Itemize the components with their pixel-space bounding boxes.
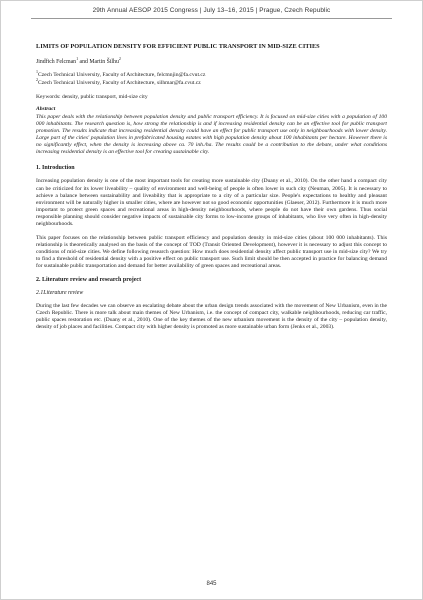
affiliation-1 xyxy=(36,69,387,79)
section-1-heading: 1. Introduction xyxy=(36,165,75,172)
affiliation-1-marker: 1 xyxy=(36,69,38,75)
affiliation-1-text: Czech Technical University, Faculty of Architecture, felcmnjin@fa.cvut.cz xyxy=(38,72,206,79)
section-1-paragraph-1: Increasing population density is one of the most important tools for creating more sustainable city (Duany et al., 2010). On the other hand a compact city can be criticized for its lower liveability – quality of environment and well-being of people is often lower in such city (Neuman, 2005). It is necessary to achieve a balance between sustainability and liveability that is appropriate to a city of a particular size. People's expectations to healthy and pleasant environment will be naturally higher in smaller cities, where are however not so good economic opportunities (Glaeser, 2012). Furthermore it is much more important to protect green spaces and recreational areas in high-density neighbourhoods, where people do not have their own gardens. Thus social responsible planning should consider negative impacts of sustainable city forms to low-income groups of inhabitants, who live very often in high-density neighbourhoods. xyxy=(36,178,387,227)
author-2: Martin Šilhu xyxy=(89,59,119,66)
paper-title: LIMITS OF POPULATION DENSITY FOR EFFICIENT PUBLIC TRANSPORT IN MID-SIZE CITIES xyxy=(36,43,320,50)
author-connector: and xyxy=(78,59,90,66)
author-1-marker: 1 xyxy=(76,56,79,62)
running-header: 29th Annual AESOP 2015 Congress | July 13–16, 2015 | Prague, Czech Republic xyxy=(92,7,331,14)
author-line xyxy=(36,56,387,66)
affiliation-2 xyxy=(36,76,387,87)
section-2-heading: 2. Literature review and research project xyxy=(36,277,142,284)
abstract-heading: Abstract xyxy=(36,106,56,113)
author-1: Jindřich Felcman xyxy=(36,59,77,66)
author-2-marker: 2 xyxy=(118,56,121,62)
affiliation-2-text: Czech Technical University, Faculty of Architecture, silhmar@fa.cvut.cz xyxy=(38,79,201,86)
affiliation-2-marker: 2 xyxy=(36,76,38,82)
section-1-paragraph-2: This paper focuses on the relationship between public transport efficiency and population density in mid-size cities (about 100 000 inhabitants). This relationship is theoretically analysed on the basis of the concept of TOD (Transit Oriented Development), however it is necessary to adjust this concept to conditions of mid-size cities. We define following research question: How much does residential density affect public transport use in mid-size city? We try to find a threshold of residential density with a positive effect on public transport use. Such limit should be then accepted in practice for balancing demand for sustainable public transportation and demand for better availability of green spaces and recreational areas. xyxy=(36,234,387,269)
header-rule xyxy=(31,18,392,19)
page-number: 845 xyxy=(206,581,217,587)
paper-body xyxy=(36,43,387,338)
section-2-1-heading: 2.1Literature review xyxy=(36,290,84,297)
keywords: Keywords: density, public transport, mid-size city xyxy=(36,94,148,101)
abstract-text: This paper deals with the relationship between population density and public transport efficiency. It is focused on mid-size cities with a population of 100 000 inhabitants. The research question is, how strong the relationship is and if increasing residential density can be an effective tool for public transport promotion. The results indicate that increasing residential density could have an effect for public transport use only in neighbourhoods with lower density. Large part of the cities' population lives in prefabricated housing estates with high population density about 100 inhabitants per hectare. However there is no significantly effect, when the density is increasing above ca. 70 inh./ha. The results could be a contribution to the debate, under what conditions increasing residential density is an effective tool for creating sustainable city. xyxy=(36,114,387,156)
section-2-1-paragraph-1: During the last few decades we can observe an escalating debate about the urban design trends associated with the movement of New Urbanism, even in the Czech Republic. There is more talk about main themes of New Urbanism, i.e. the concept of compact city, walkable neighbourhoods, reducing car traffic, public spaces restoration etc. (Duany et al., 2010). One of the key themes of the new urbanism movement is the density of the city – population density, density of job places and facilities. Compact city with higher density is promoted as more sustainable urban form (Jenks et al., 2003). xyxy=(36,303,387,331)
